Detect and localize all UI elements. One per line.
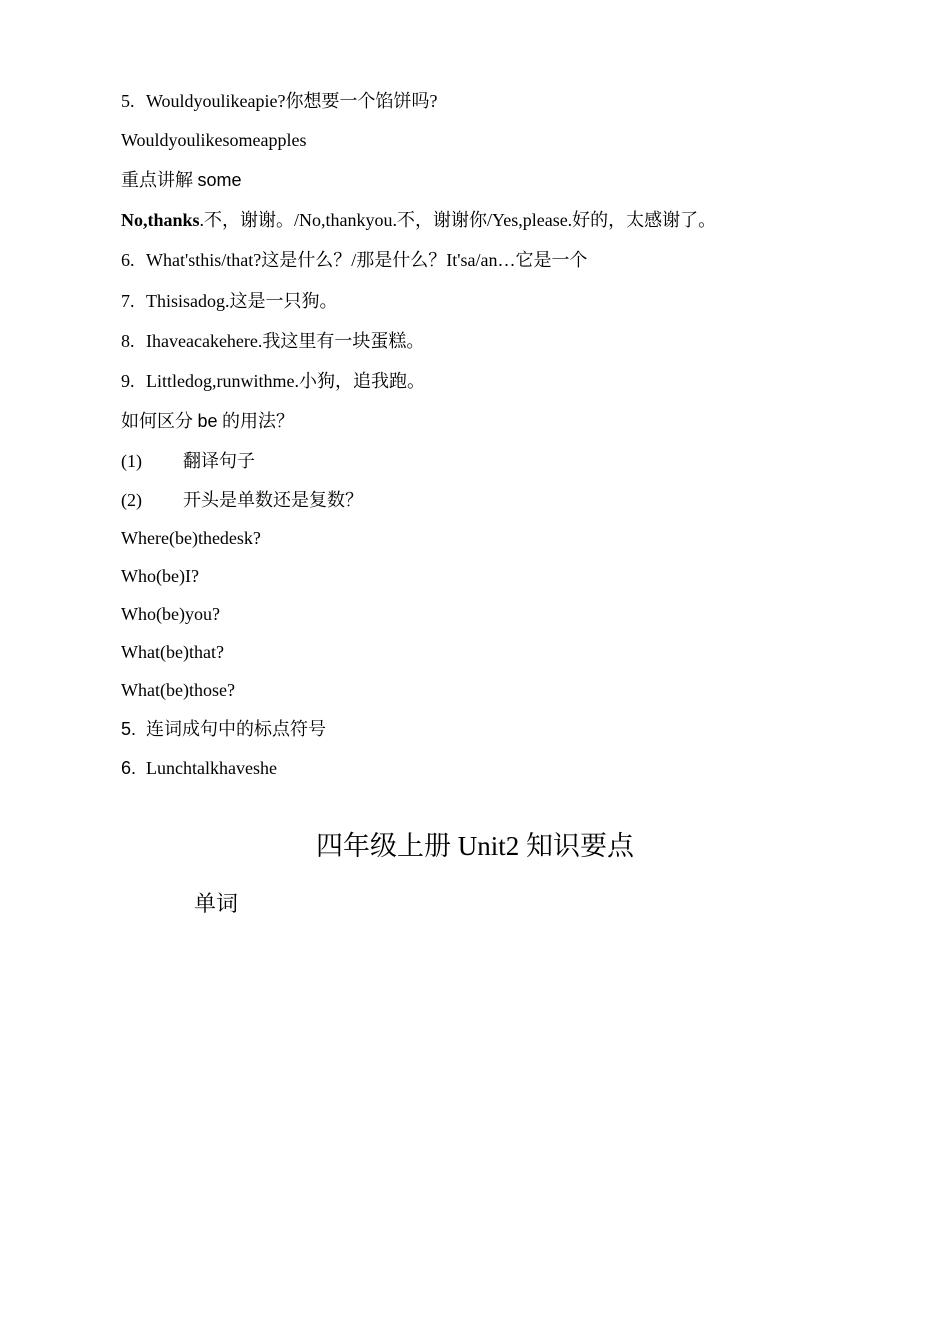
sentence-9 [121,369,425,393]
exercise-question: Where(be)thedesk? [121,528,261,548]
exercise-question: What(be)those? [121,680,235,700]
item-text: 连词成句中的标点符号 [146,719,326,739]
section-item-6 [121,756,277,780]
be-usage-question [121,409,294,433]
note-text: 重点讲解 [121,170,198,190]
step-text: 开头是单数还是复数？ [183,490,363,510]
example-sentence: Wouldyoulikesomeapples [121,130,307,150]
step-text: 翻译句子 [183,451,255,471]
exercise-question: What(be)that? [121,642,224,662]
item-number: 9. [121,371,135,391]
item-number: 8. [121,331,135,351]
step-number: (1) [121,451,142,471]
sentence-text: What'sthis/that?这是什么？/那是什么？It'sa/an…它是一个 [146,250,588,270]
sentence-8 [121,329,424,353]
no-thanks-line [121,208,716,232]
note-keyword: some [197,170,242,190]
exercise-question: Who(be)I? [121,566,199,586]
exercise-question: Who(be)you? [121,604,220,624]
section-subheading: 单词 [194,891,239,916]
step-1 [121,449,255,473]
question-keyword: be [197,411,218,431]
section-item-5 [121,717,326,741]
item-number: 6. [121,758,137,778]
sentence-text: Thisisadog.这是一只狗。 [146,291,338,311]
bold-phrase: No,thanks [121,210,200,230]
item-number: 6. [121,250,135,270]
step-2 [121,488,363,512]
question-text: 的用法？ [217,411,295,431]
item-text: Lunchtalkhaveshe [146,758,277,778]
question-text: 如何区分 [121,411,198,431]
sentence-text: Ihaveacakehere.我这里有一块蛋糕。 [146,331,425,351]
item-number: 7. [121,291,135,311]
step-number: (2) [121,490,142,510]
sentence-6 [121,248,587,272]
item-number: 5. [121,719,137,739]
section-title: 四年级上册 Unit2 知识要点 [315,831,634,861]
sentence-text: Wouldyoulikeapie?你想要一个馅饼吗? [146,91,438,111]
sentence-text: Littledog,runwithme.小狗，追我跑。 [146,371,425,391]
note-some [121,168,242,192]
sentence-7 [121,289,338,313]
phrase-rest: .不，谢谢。/No,thankyou.不，谢谢你/Yes,please.好的，太感谢了。 [199,210,717,230]
item-number: 5. [121,91,135,111]
sentence-5 [121,89,438,113]
